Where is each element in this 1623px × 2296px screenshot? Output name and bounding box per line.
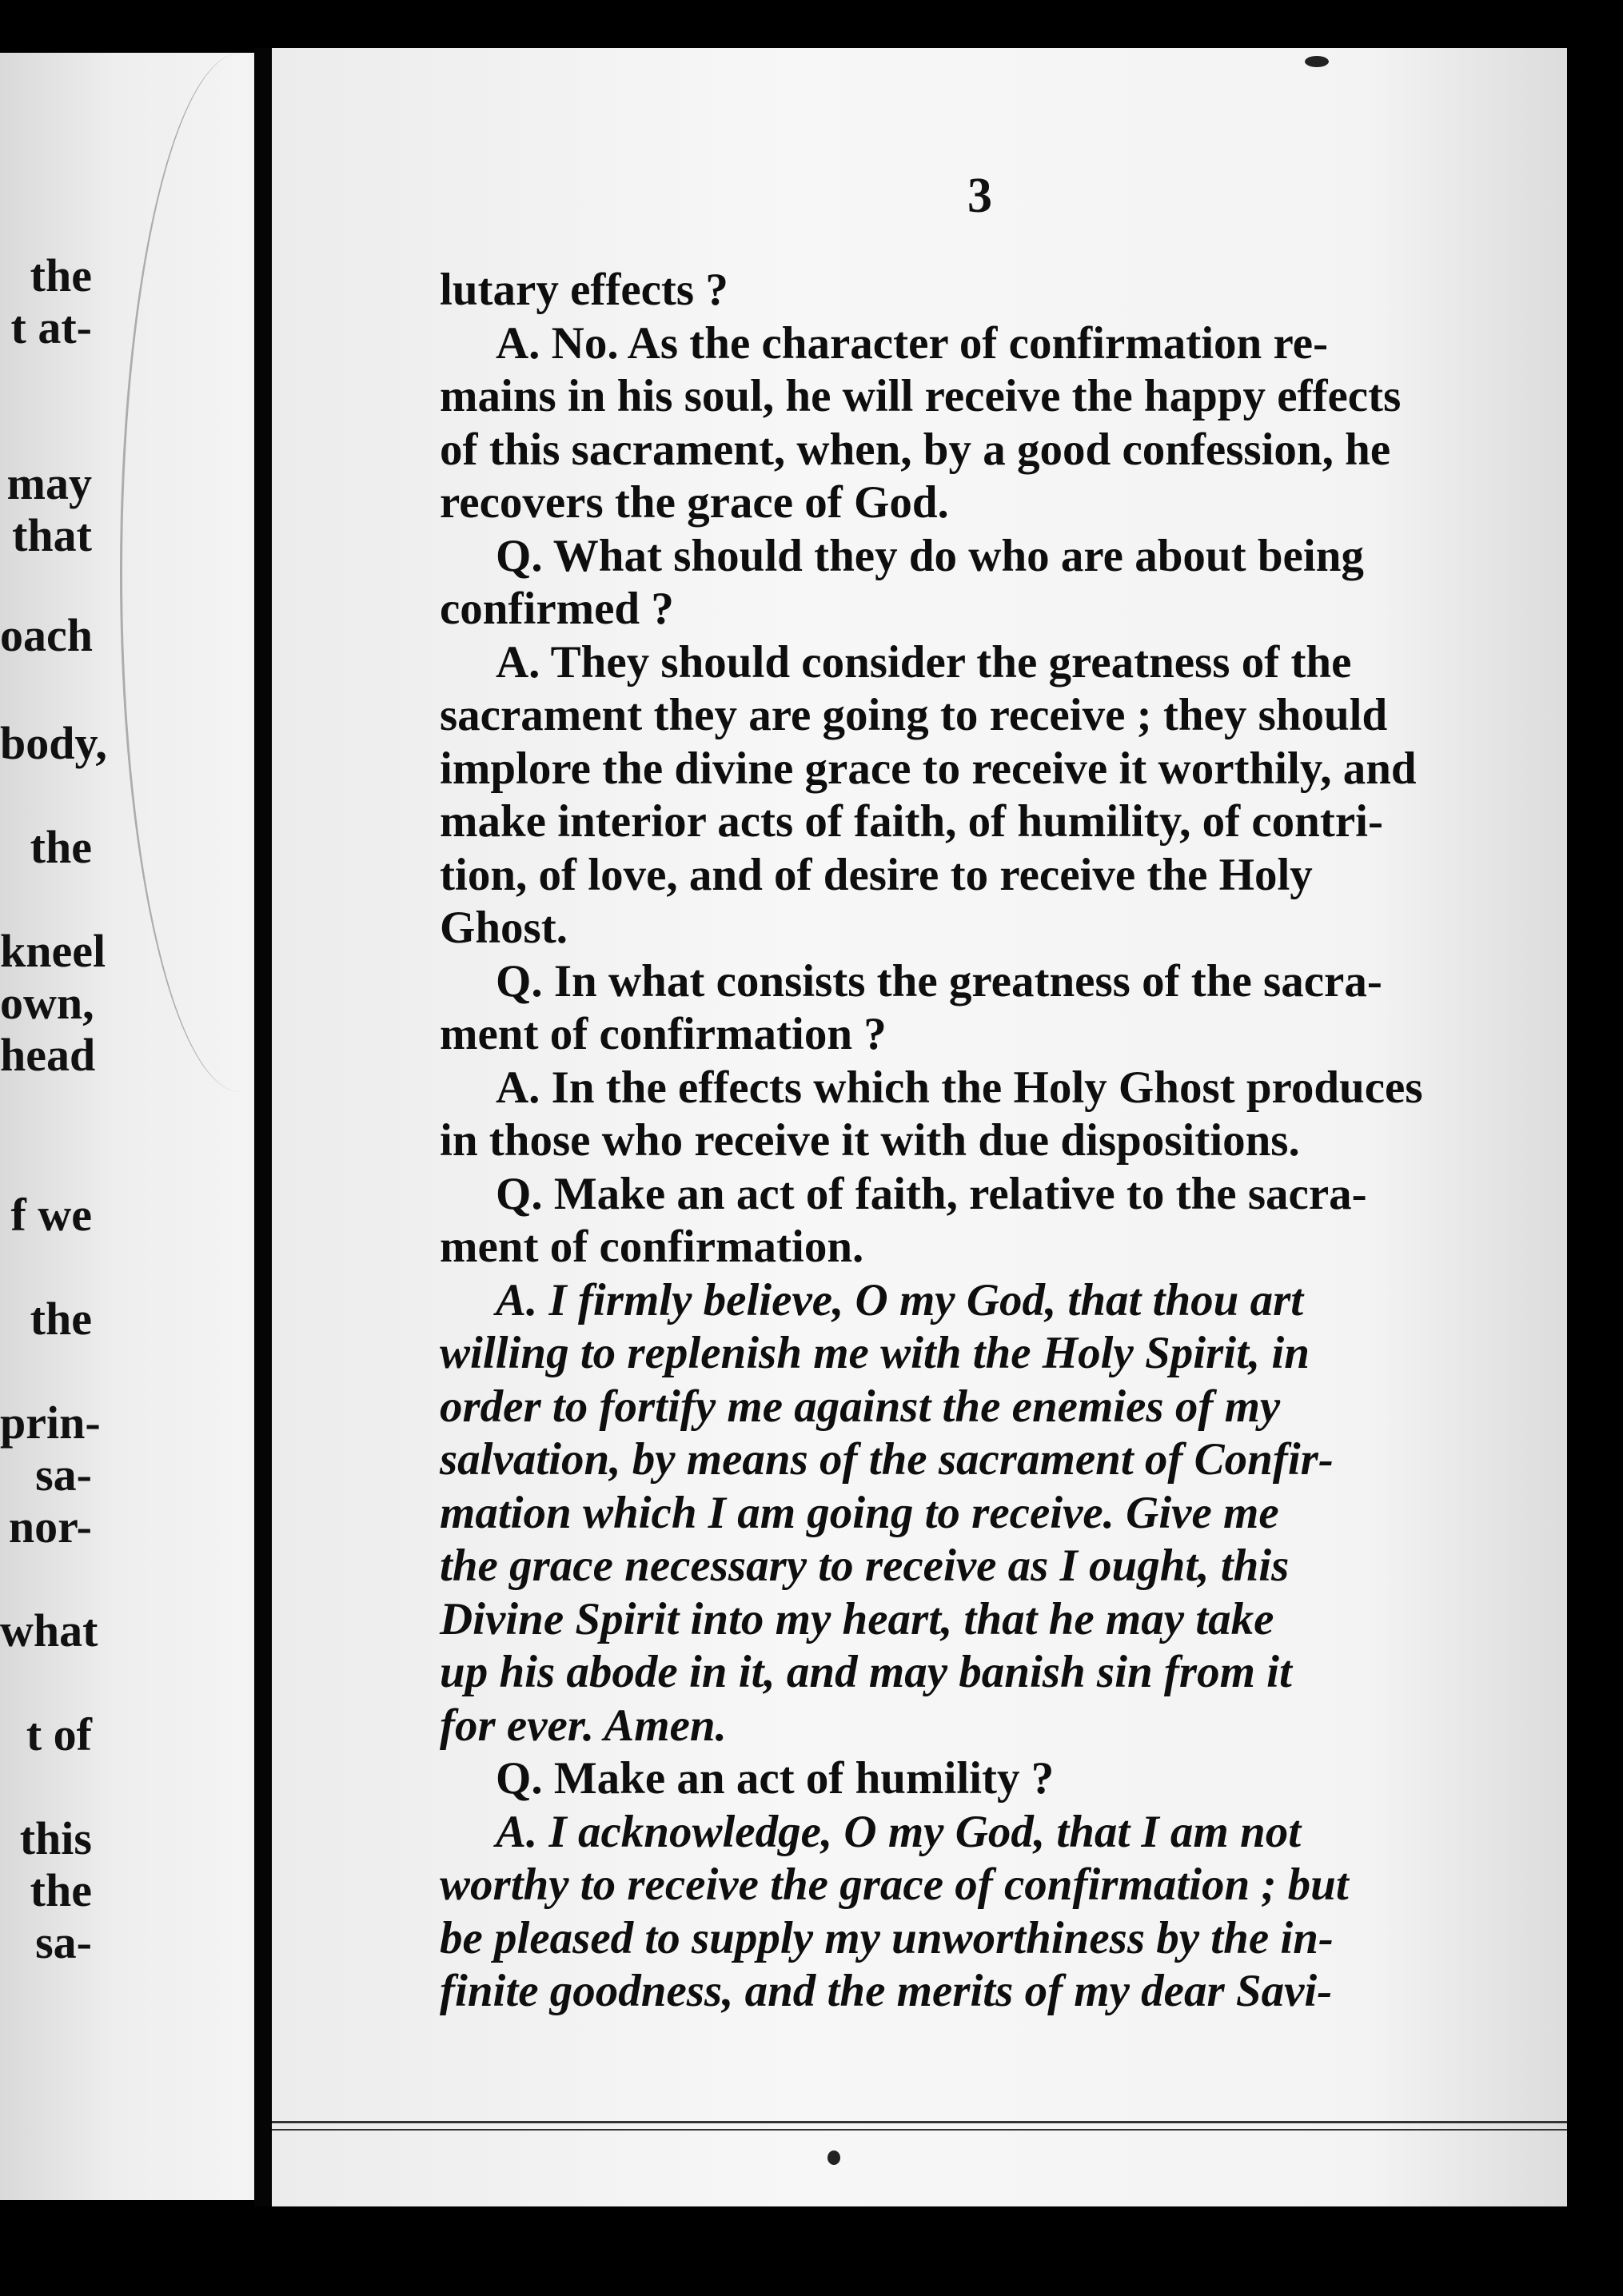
- text-line: up his abode in it, and may banish sin from it: [440, 1647, 1292, 1697]
- left-page-fragment: kneel: [0, 925, 106, 977]
- left-page-fragment: the: [30, 1864, 92, 1916]
- text-line: Q. What should they do who are about being: [496, 530, 1364, 581]
- left-page-fragment: body,: [0, 717, 107, 769]
- text-line: sacrament they are going to receive ; they should: [440, 690, 1388, 740]
- ink-speck: [827, 2151, 840, 2165]
- left-page-fragment: what: [0, 1604, 98, 1656]
- left-page-fragment: own,: [0, 977, 94, 1029]
- right-page: [272, 48, 1567, 2206]
- text-line: confirmed ?: [440, 584, 674, 634]
- page-number: 3: [967, 169, 992, 223]
- left-page-edge: [0, 53, 254, 2200]
- text-line: for ever. Amen.: [440, 1700, 727, 1751]
- text-line: implore the divine grace to receive it worthily, and: [440, 743, 1417, 794]
- text-line: ment of confirmation ?: [440, 1009, 887, 1059]
- text-line: lutary effects ?: [440, 265, 728, 315]
- text-line: Q. In what consists the greatness of the sacra-: [496, 955, 1382, 1006]
- text-line: A. I firmly believe, O my God, that thou art: [496, 1274, 1304, 1325]
- left-page-fragment: sa-: [35, 1449, 92, 1501]
- left-page-fragment: the: [30, 1293, 92, 1345]
- text-line: recovers the grace of God.: [440, 477, 949, 528]
- text-line: Q. Make an act of humility ?: [496, 1753, 1055, 1804]
- left-page-fragment: the: [30, 249, 92, 301]
- left-page-fragment: head: [0, 1029, 96, 1081]
- left-page-fragment: sa-: [35, 1916, 92, 1968]
- text-line: Ghost.: [440, 903, 568, 953]
- text-line: A. I acknowledge, O my God, that I am not: [496, 1806, 1302, 1857]
- text-line: Divine Spirit into my heart, that he may take: [440, 1593, 1274, 1644]
- left-page-fragment: t at-: [10, 301, 92, 353]
- text-line: in those who receive it with due dispositions.: [440, 1115, 1300, 1166]
- left-page-fragment: that: [12, 509, 92, 561]
- text-line: finite goodness, and the merits of my dear Savi-: [440, 1966, 1333, 2016]
- text-line: mation which I am going to receive. Give me: [440, 1487, 1279, 1538]
- text-line: be pleased to supply my unworthiness by the in-: [440, 1912, 1334, 1963]
- left-page-fragment: oach: [0, 609, 93, 661]
- text-line: worthy to receive the grace of confirmation ; but: [440, 1860, 1349, 1910]
- page-curl-shadow: [120, 53, 254, 1092]
- left-page-fragment: the: [30, 821, 92, 873]
- text-line: ment of confirmation.: [440, 1222, 864, 1272]
- left-page-fragment: may: [6, 457, 92, 509]
- bottom-rule: [272, 2121, 1567, 2123]
- left-page-fragment: t of: [26, 1708, 92, 1760]
- bottom-rule-secondary: [272, 2129, 1567, 2131]
- ink-speck: [1305, 56, 1329, 67]
- left-page-fragment: f we: [10, 1189, 92, 1241]
- text-line: A. No. As the character of confirmation re-: [496, 317, 1329, 369]
- left-page-fragment: nor-: [8, 1501, 92, 1553]
- text-line: order to fortify me against the enemies of my: [440, 1381, 1281, 1432]
- text-line: the grace necessary to receive as I ought, this: [440, 1541, 1290, 1591]
- text-line: of this sacrament, when, by a good confession, he: [440, 424, 1391, 475]
- text-line: A. In the effects which the Holy Ghost produces: [496, 1062, 1423, 1113]
- page-body-text: [440, 264, 1503, 2019]
- text-line: make interior acts of faith, of humility, of contri-: [440, 796, 1383, 847]
- text-line: willing to replenish me with the Holy Spirit, in: [440, 1328, 1310, 1378]
- book-spine: [254, 48, 272, 2206]
- text-line: tion, of love, and of desire to receive the Holy: [440, 849, 1313, 900]
- left-page-fragment: prin-: [0, 1397, 101, 1449]
- text-line: Q. Make an act of faith, relative to the sacra-: [496, 1168, 1367, 1219]
- text-line: mains in his soul, he will receive the happy effects: [440, 371, 1402, 421]
- left-page-fragment: this: [19, 1812, 92, 1864]
- text-line: salvation, by means of the sacrament of Confir-: [440, 1434, 1334, 1485]
- text-line: A. They should consider the greatness of the: [496, 636, 1352, 688]
